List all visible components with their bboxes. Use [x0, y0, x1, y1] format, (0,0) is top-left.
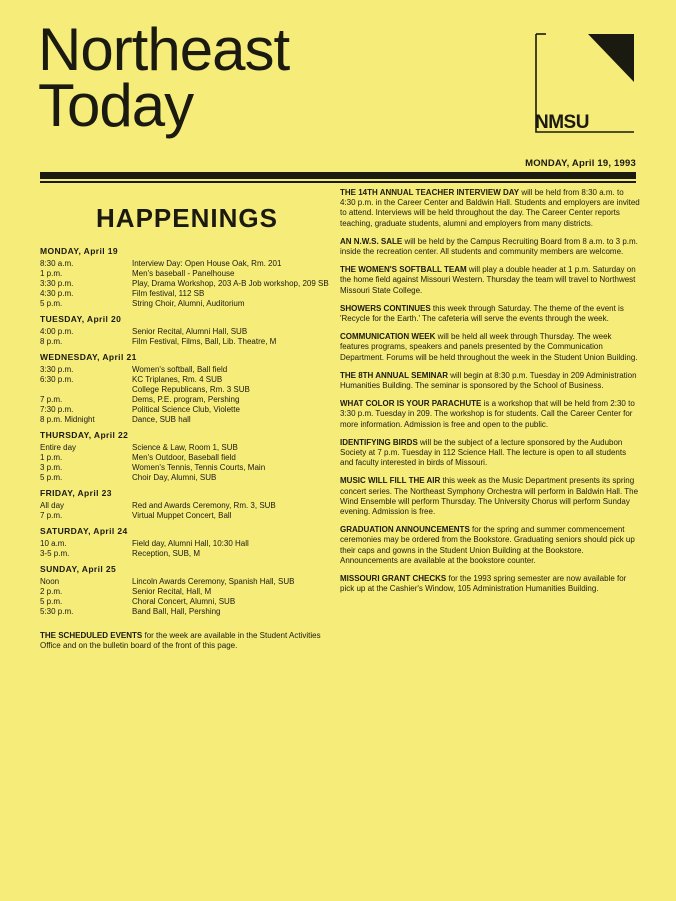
day-header: SUNDAY, April 25: [40, 564, 117, 574]
event-description: Choir Day, Alumni, SUB: [132, 473, 217, 482]
event-time: Noon: [40, 577, 60, 586]
event-description: Political Science Club, Violette: [132, 405, 240, 414]
event-time: 3 p.m.: [40, 463, 63, 472]
logo-text: NMSU: [535, 112, 589, 133]
event-row: [40, 463, 330, 473]
announcement-text: this week through Saturday. The theme of the event is 'Recycle for the Earth.' The cafeteria will serve the events through the week.: [340, 303, 624, 324]
announcement-text: for the spring and summer commencement ceremonies may be ordered from the Bookstore. Graduating seniors should pick up their caps and gowns in the Student Union Building at the Bookstore. Announcements are available at the bookstore counter.: [340, 525, 635, 565]
event-time: 3-5 p.m.: [40, 549, 70, 558]
announcement-text: will be held all week through Thursday. The week features programs, speakers and panels presented by the Communication Department. Forums will be held throughout the week in the Student Union Building.: [340, 332, 638, 362]
masthead-rule-thick: [40, 172, 636, 179]
event-row: [40, 473, 330, 483]
event-row: [40, 385, 330, 395]
event-time: 2 p.m.: [40, 587, 63, 596]
announcement-paragraph: [340, 332, 640, 363]
event-row: [40, 577, 330, 587]
announcement-text: will be the subject of a lecture sponsored by the Audubon Society at 7 p.m. Tuesday in 112 Science Hall. The lecture is open to all students and faculty interested in birds of Missouri.: [340, 437, 627, 468]
day-header: SATURDAY, April 24: [40, 526, 128, 536]
announcement-lead: WHAT COLOR IS YOUR PARACHUTE: [340, 399, 482, 409]
event-time: 5 p.m.: [40, 597, 63, 606]
announcement-lead: THE 14TH ANNUAL TEACHER INTERVIEW DAY: [340, 188, 520, 197]
announcement-paragraph: [340, 188, 640, 229]
event-description: Dems, P.E. program, Pershing: [132, 395, 240, 404]
announcement-text: will be held by the Campus Recruiting Board from 8 a.m. to 3 p.m. inside the recreation center. All students and community members are welcome.: [340, 236, 638, 257]
event-row: [40, 453, 330, 463]
announcement-text: will be held from 8:30 a.m. to 4:30 p.m. in the Career Center and Baldwin Hall. Students and employers are invited to attend. Interviews will be held throughout the day. The Career Center reports teaching, graduate students, alumni and employers from many districts.: [340, 188, 640, 228]
event-row: [40, 587, 330, 597]
announcement-lead: THE WOMEN'S SOFTBALL TEAM: [340, 265, 467, 275]
event-row: [40, 289, 330, 299]
event-description: Reception, SUB, M: [132, 549, 201, 558]
announcement-paragraph: [340, 237, 640, 257]
event-description: Senior Recital, Hall, M: [132, 587, 212, 596]
event-time: 3:30 p.m.: [40, 365, 74, 374]
event-description: Film Festival, Films, Ball, Lib. Theatre, M: [132, 337, 277, 346]
event-row: [40, 299, 330, 309]
announcement-text: this week as the Music Department presents its spring concert series. The Northeast Symphony Orchestra will perform in Baldwin Hall. The Wind Ensemble will perform Thursday. The University Chorus will perform Sunday evening. Admission is free.: [340, 476, 639, 517]
event-description: Band Ball, Hall, Pershing: [132, 607, 221, 616]
event-description: KC Triplanes, Rm. 4 SUB: [132, 375, 223, 384]
event-description: Interview Day: Open House Oak, Rm. 201: [132, 259, 282, 268]
event-description: Women's Tennis, Tennis Courts, Main: [132, 463, 266, 472]
event-description: Film festival, 112 SB: [132, 289, 205, 298]
event-time: 1 p.m.: [40, 453, 63, 462]
event-description: Virtual Muppet Concert, Ball: [132, 511, 232, 520]
masthead-rule-thin: [40, 181, 636, 183]
event-description: Field day, Alumni Hall, 10:30 Hall: [132, 539, 249, 548]
event-row: [40, 395, 330, 405]
event-row: [40, 501, 330, 511]
event-time: 5 p.m.: [40, 473, 63, 482]
event-description: Red and Awards Ceremony, Rm. 3, SUB: [132, 501, 276, 510]
announcement-lead: MUSIC WILL FILL THE AIR: [340, 476, 441, 486]
masthead-title: [38, 16, 290, 139]
day-header: WEDNESDAY, April 21: [40, 352, 137, 362]
announcement-lead: GRADUATION ANNOUNCEMENTS: [340, 525, 470, 535]
event-time: 7:30 p.m.: [40, 405, 74, 414]
event-row: [40, 607, 330, 617]
announcement-lead: MISSOURI GRANT CHECKS: [340, 574, 447, 584]
event-time: 5 p.m.: [40, 299, 63, 308]
announcement-lead: SHOWERS CONTINUES: [340, 303, 431, 313]
event-row: [40, 597, 330, 607]
happenings-footnote: [40, 631, 330, 651]
issue-date: MONDAY, April 19, 1993: [525, 158, 636, 169]
happenings-footnote-lead: THE SCHEDULED EVENTS: [40, 631, 143, 640]
event-description: Women's softball, Ball field: [132, 365, 228, 374]
announcement-lead: THE 8TH ANNUAL SEMINAR: [340, 370, 449, 380]
announcement-text: will play a double header at 1 p.m. Saturday on the home field against Missouri Western. Thursday the team will travel to Northwest Missouri State College.: [340, 265, 636, 295]
announcement-paragraph: [340, 574, 640, 594]
announcement-paragraph: [340, 399, 640, 430]
event-description: Play, Drama Workshop, 203 A-B Job workshop, 209 SB: [132, 279, 329, 288]
event-description: Men's Outdoor, Baseball field: [132, 453, 236, 462]
announcement-paragraph: [340, 304, 640, 324]
day-header: TUESDAY, April 20: [40, 314, 122, 324]
event-description: Choral Concert, Alumni, SUB: [132, 597, 236, 606]
event-time: 8 p.m.: [40, 337, 63, 346]
happenings-schedule: [40, 246, 330, 617]
event-row: [40, 415, 330, 425]
announcement-lead: COMMUNICATION WEEK: [340, 332, 436, 342]
event-description: Science & Law, Room 1, SUB: [132, 443, 238, 452]
event-time: 7 p.m.: [40, 511, 63, 520]
announcements-column: [340, 188, 640, 603]
event-time: 8:30 a.m.: [40, 259, 74, 268]
event-description: Dance, SUB hall: [132, 415, 191, 424]
event-row: [40, 375, 330, 385]
event-row: [40, 337, 330, 347]
event-row: [40, 405, 330, 415]
announcement-lead: IDENTIFYING BIRDS: [340, 437, 418, 447]
masthead-title-line1: Northeast: [38, 16, 290, 83]
event-time: 6:30 p.m.: [40, 375, 74, 384]
event-row: [40, 443, 330, 453]
event-description: Senior Recital, Alumni Hall, SUB: [132, 327, 248, 336]
announcement-text: for the 1993 spring semester are now available for pick up at the Cashier's Window, 105 Administration Humanities Building.: [340, 574, 627, 594]
event-row: [40, 327, 330, 337]
event-time: [40, 385, 132, 395]
event-time: Entire day: [40, 443, 77, 452]
masthead-title-line2: Today: [38, 72, 194, 139]
happenings-title: HAPPENINGS: [96, 203, 278, 233]
event-row: [40, 549, 330, 559]
event-row: [40, 279, 330, 289]
happenings-footnote-text: for the week are available in the Student Activities Office and on the bulletin board of the front of this page.: [40, 631, 321, 650]
event-row: [40, 259, 330, 269]
university-logo: [534, 30, 636, 134]
day-header: MONDAY, April 19: [40, 246, 119, 256]
event-time: 7 p.m.: [40, 395, 63, 404]
event-row: [40, 539, 330, 549]
event-description: Men's baseball - Panelhouse: [132, 269, 235, 278]
event-time: All day: [40, 501, 65, 510]
announcement-paragraph: [340, 371, 640, 391]
announcement-paragraph: [340, 476, 640, 517]
day-header: FRIDAY, April 23: [40, 488, 112, 498]
event-time: 4:00 p.m.: [40, 327, 74, 336]
announcement-text: will begin at 8:30 p.m. Tuesday in 209 Administration Humanities Building. The seminar is sponsored by the School of Business.: [340, 370, 637, 391]
event-row: [40, 269, 330, 279]
announcement-text: is a workshop that will be held from 2:30 to 3:30 p.m. Tuesday in 209. The workshop is for students. Call the Career Center for more information. Admission is free and open to the public.: [340, 399, 635, 429]
announcement-paragraph: [340, 438, 640, 469]
event-time: 10 a.m.: [40, 539, 67, 548]
day-header: THURSDAY, April 22: [40, 430, 129, 440]
event-time: 3:30 p.m.: [40, 279, 74, 288]
event-description: String Choir, Alumni, Auditorium: [132, 299, 245, 308]
announcement-paragraph: [340, 525, 640, 566]
event-description: College Republicans, Rm. 3 SUB: [132, 385, 250, 394]
event-description: Lincoln Awards Ceremony, Spanish Hall, SUB: [132, 577, 295, 586]
event-time: 1 p.m.: [40, 269, 63, 278]
announcement-lead: AN N.W.S. SALE: [340, 236, 403, 246]
announcement-paragraph: [340, 265, 640, 296]
happenings-column: [40, 195, 330, 651]
event-row: [40, 365, 330, 375]
event-row: [40, 511, 330, 521]
event-time: 4:30 p.m.: [40, 289, 74, 298]
event-time: 5:30 p.m.: [40, 607, 74, 616]
event-time: 8 p.m. Midnight: [40, 415, 95, 424]
